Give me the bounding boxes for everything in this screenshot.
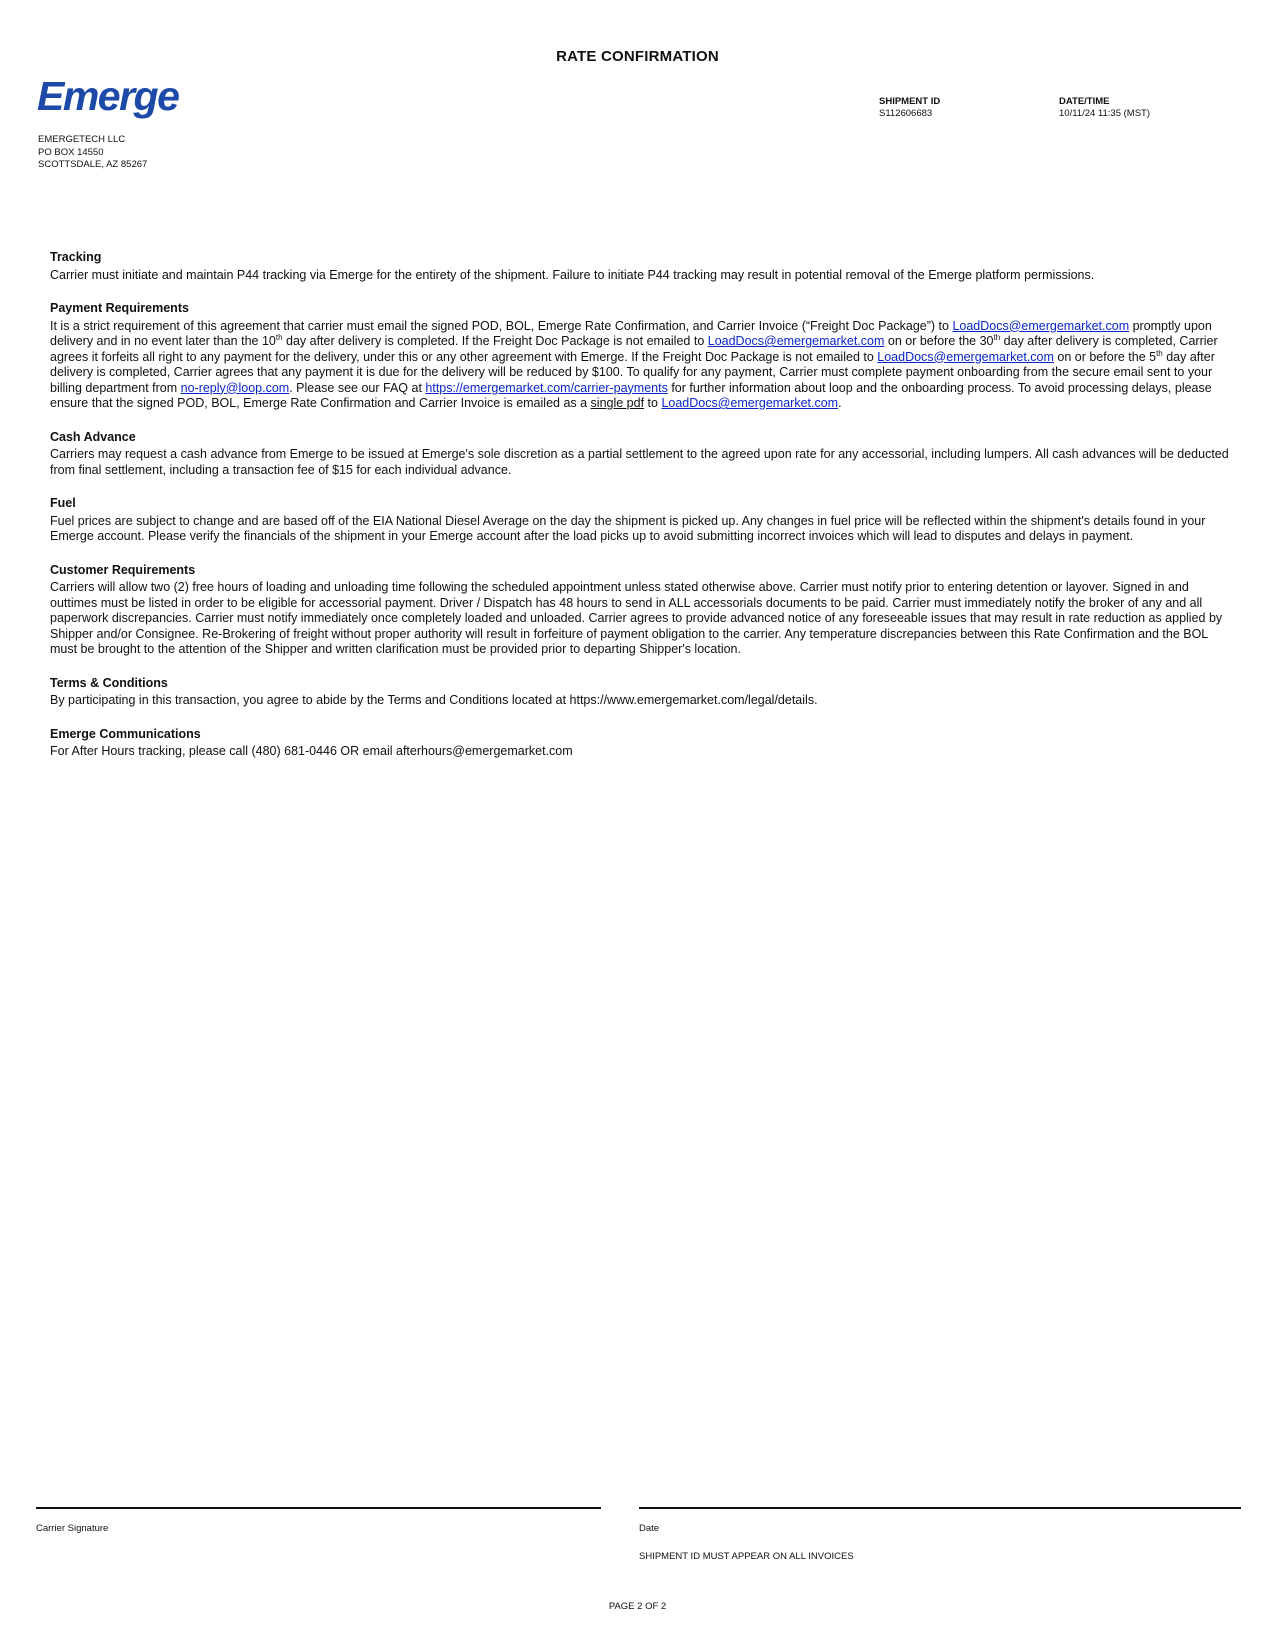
carrier-signature-label: Carrier Signature xyxy=(36,1523,109,1534)
fuel-section xyxy=(50,496,1230,545)
payment-text: on or before the 5 xyxy=(1053,349,1157,364)
date-label: Date xyxy=(639,1523,660,1534)
tracking-body: Carrier must initiate and maintain P44 tracking via Emerge for the entirety of the shipment. Failure to initiate P44 tracking may result in potential removal of the Emerge platform permissions. xyxy=(50,267,1095,282)
payment-text: day after delivery is completed, Carrier agrees it forfeits all right to any payment for the delivery, under this or any other agreement with Emerge. If the Freight Doc Package is not emailed to xyxy=(50,334,1218,364)
fuel-title: Fuel xyxy=(50,496,76,510)
tracking-section xyxy=(50,250,1230,283)
single-pdf-text: single pdf xyxy=(590,396,645,410)
payment-title: Payment Requirements xyxy=(50,301,189,315)
company-address-line2: SCOTTSDALE, AZ 85267 xyxy=(38,159,148,170)
shipment-id-value: S112606683 xyxy=(879,108,933,119)
datetime-value: 10/11/24 11:35 (MST) xyxy=(1059,108,1151,119)
noreply-email-link[interactable]: no-reply@loop.com xyxy=(180,380,290,395)
page-title: RATE CONFIRMATION xyxy=(556,48,719,65)
customer-requirements-section xyxy=(50,563,1230,658)
company-name: EMERGETECH LLC xyxy=(38,134,126,145)
payment-text: for further information about loop and the onboarding process. To avoid processing delays, please ensure that the signed POD, BOL, Emerge Rate Confirmation and Carrier Invoice is emailed as a xyxy=(50,380,1212,410)
payment-text: to xyxy=(644,396,662,410)
ordinal-suffix: th xyxy=(1156,348,1163,358)
payment-text: on or before the 30 xyxy=(884,334,994,348)
cash-advance-section xyxy=(50,430,1230,479)
carrier-signature-line[interactable] xyxy=(36,1507,601,1509)
terms-title: Terms & Conditions xyxy=(50,675,168,690)
loaddocs-email-link[interactable]: LoadDocs@emergemarket.com xyxy=(952,318,1130,333)
payment-section xyxy=(50,301,1230,412)
cash-advance-title: Cash Advance xyxy=(50,429,136,444)
datetime-label: DATE/TIME xyxy=(1059,96,1110,107)
loaddocs-email-link[interactable]: LoadDocs@emergemarket.com xyxy=(877,349,1054,364)
carrier-payments-link[interactable]: https://emergemarket.com/carrier-payments xyxy=(425,380,668,395)
loaddocs-email-link[interactable]: LoadDocs@emergemarket.com xyxy=(707,334,885,348)
communications-section xyxy=(50,727,1230,760)
terms-section xyxy=(50,676,1230,709)
payment-text: It is a strict requirement of this agreement that carrier must email the signed POD, BOL, Emerge Rate Confirmation, and Carrier Invoice (“Freight Doc Package”) to xyxy=(50,318,953,333)
shipment-id-block xyxy=(879,96,940,120)
communications-body: For After Hours tracking, please call (480) 681-0446 OR email afterhours@emergemarket.com xyxy=(50,744,573,758)
page-number: PAGE 2 OF 2 xyxy=(608,1601,667,1612)
payment-text: promptly upon delivery and in no event later than the 10 xyxy=(50,318,1212,348)
emerge-logo: Emerge xyxy=(37,73,179,119)
loaddocs-email-link[interactable]: LoadDocs@emergemarket.com xyxy=(661,396,839,410)
payment-text: day after delivery is completed. If the Freight Doc Package is not emailed to xyxy=(282,334,708,348)
invoice-notice: SHIPMENT ID MUST APPEAR ON ALL INVOICES xyxy=(639,1551,854,1562)
fuel-body: Fuel prices are subject to change and are based off of the EIA National Diesel Average on the day the shipment is picked up. Any changes in fuel price will be reflected within the shipment's details found in your Emerge account. Please verify the financials of the shipment in your Emerge account after the load picks up to avoid submitting incorrect invoices which will lead to disputes and delays in payment. xyxy=(50,513,1206,543)
ordinal-suffix: th xyxy=(993,332,1001,342)
payment-text: . xyxy=(838,396,842,410)
tracking-title: Tracking xyxy=(50,250,102,264)
ordinal-suffix: th xyxy=(275,332,283,342)
customer-requirements-title: Customer Requirements xyxy=(50,562,196,577)
terms-body: By participating in this transaction, you agree to abide by the Terms and Conditions located at https://www.emergemarket.com/legal/details. xyxy=(50,693,818,707)
datetime-block xyxy=(1059,96,1150,120)
company-address xyxy=(38,134,147,172)
company-address-line1: PO BOX 14550 xyxy=(38,146,104,158)
shipment-id-label: SHIPMENT ID xyxy=(879,96,941,107)
date-line[interactable] xyxy=(639,1507,1241,1509)
terms-content xyxy=(50,250,1230,778)
cash-advance-body: Carriers may request a cash advance from Emerge to be issued at Emerge's sole discretion as a partial settlement to the agreed upon rate for any accessorial, including lumpers. All cash advances will be deducted from final settlement, including a transaction fee of $15 for each individual advance. xyxy=(50,447,1229,477)
communications-title: Emerge Communications xyxy=(50,726,201,741)
payment-text: . Please see our FAQ at xyxy=(289,380,426,395)
payment-body xyxy=(50,319,1230,412)
payment-text: day after delivery is completed, Carrier agrees that any payment it is due for the delivery will be reduced by $100. To qualify for any payment, Carrier must complete payment onboarding from the secure email sent to your billing department from xyxy=(50,349,1215,395)
customer-requirements-body: Carriers will allow two (2) free hours of loading and unloading time following the scheduled appointment unless stated otherwise above. Carrier must notify prior to entering detention or layover. Signed in and outtimes must be listed in order to be eligible for accessorial payment. Driver / Dispatch has 48 hours to send in ALL accessorials documents to be paid. Carrier must immediately notify the broker of any and all paperwork discrepancies. Carrier must notify immediately once completely loaded and unloaded. Carrier agrees to provide advanced notice of any foreseeable issues that may result in rate reduction as applied by Shipper and/or Consignee. Re-Brokering of freight without proper authority will result in forfeiture of payment obligation to the carrier. Any temperature discrepancies between this Rate Confirmation and the BOL must be brought to the attention of the Shipper and written clarification must be provided prior to departing Shipper's location. xyxy=(50,580,1223,656)
